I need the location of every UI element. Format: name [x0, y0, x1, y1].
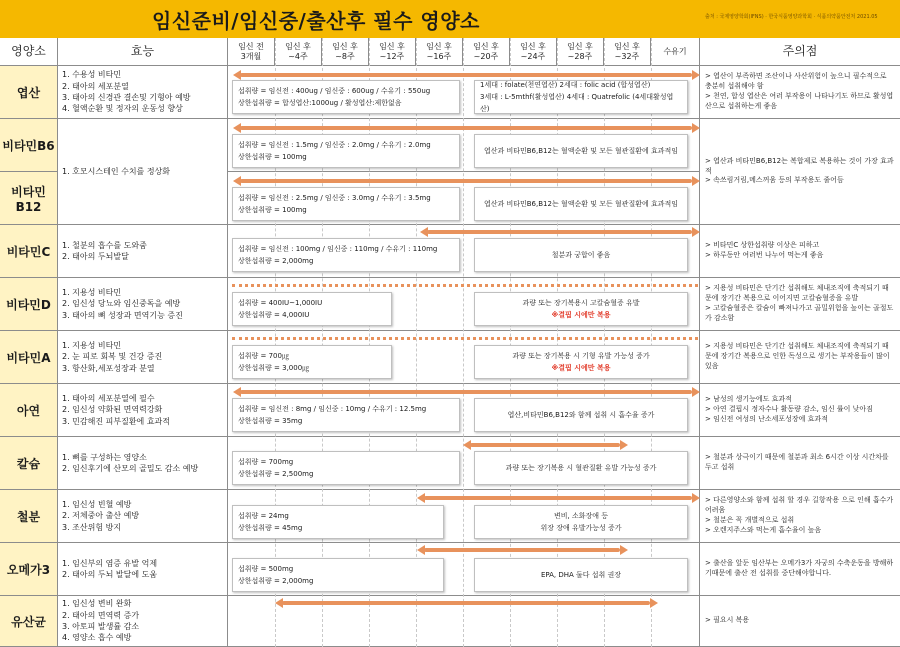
cautions-zinc [700, 384, 900, 437]
intake-period-arrow [240, 179, 692, 183]
cautions-probiotics [700, 596, 900, 647]
upper-limit-line: 상한섭취량 = 합성엽산:1000ug / 활성엽산:제한없음 [238, 99, 402, 107]
dose-line: 섭취량 = 700㎍ [238, 351, 289, 360]
effect-item: 1. 뼈를 구성하는 영양소 [62, 452, 147, 462]
upper-limit-line: 상한섭취량 = 35mg [238, 417, 303, 425]
arrow-head [417, 493, 425, 503]
arrow-head [620, 440, 628, 450]
arrow-head [692, 176, 700, 186]
effects-probiotics [58, 596, 228, 647]
header-period-16w: 임신 후 ~16주 [416, 38, 463, 66]
effect-item: 2. 눈 피로 회복 및 건강 증진 [62, 352, 163, 362]
effects-calcium [58, 437, 228, 490]
note-box-vitamin-c [474, 238, 688, 272]
effect-item: 3. 민감해진 피부질환에 효과적 [62, 416, 170, 426]
header-period-28w: 임신 후 ~28주 [557, 38, 604, 66]
upper-limit-line: 상한섭취량 = 100mg [238, 206, 307, 214]
note-box-vitamin-d [474, 292, 688, 326]
caution-item: > 아연 결핍시 정자수나 활동량 감소, 임신 률이 낮아짐 [705, 405, 873, 414]
dose-line: 섭취량 = 24mg [238, 511, 289, 520]
note-line: 엽산,비타민B6,B12와 함께 섭취 시 흡수율 증가 [507, 410, 655, 419]
dose-box-iron [232, 505, 444, 539]
dose-box-vitamin-b6 [232, 134, 460, 168]
dose-box-vitamin-d [232, 292, 392, 326]
effect-item: 1. 임신성 빈혈 예방 [62, 499, 132, 509]
effects-folate [58, 66, 228, 119]
header-period-32w: 임신 후 ~32주 [604, 38, 651, 66]
header-nutrient: 영양소 [0, 38, 58, 66]
caution-item: > 천연, 합성 엽산은 여러 부작용이 나타나기도 하므로 활성엽산으로 섭취하는게 좋음 [705, 92, 894, 110]
intake-period-dotted-line [232, 284, 698, 287]
caution-item: > 오렌지주스와 먹는게 흡수율이 높음 [705, 525, 822, 534]
arrow-head [417, 545, 425, 555]
cautions-vitamin-a [700, 331, 900, 384]
effect-item: 1. 태아의 세포분열에 필수 [62, 393, 155, 403]
caution-item: > 철분과 상극이기 때문에 철분과 최소 6시간 이상 시간차를 두고 섭취 [705, 453, 889, 471]
intake-period-arrow [240, 390, 692, 394]
note-line: 철분과 궁합이 좋음 [551, 250, 611, 259]
effect-item: 3. 조산위험 방지 [62, 522, 122, 532]
page-title: 임신준비/임신중/출산후 필수 영양소 [152, 9, 480, 33]
note-box-folate [474, 80, 688, 114]
note-box-vitamin-b12 [474, 187, 688, 221]
upper-limit-line: 상한섭취량 = 2,000mg [238, 257, 314, 265]
dose-box-vitamin-c [232, 238, 460, 272]
arrow-head [275, 598, 283, 608]
effect-item: 4. 영양소 흡수 예방 [62, 633, 132, 643]
note-line: 위장 장애 유발가능성 증가 [540, 524, 622, 532]
dose-line: 섭취량 = 임신전 : 2.5mg / 임신중 : 3.0mg / 수유기 : 3.5mg [238, 193, 431, 202]
note-line: 엽산과 비타민B6,B12는 혈액순환 및 모든 혈관질환에 효과적임 [483, 199, 679, 208]
caution-item: > 남성의 생기능에도 효과적 [705, 395, 792, 404]
intake-period-dotted-line [232, 337, 698, 340]
intake-period-arrow [240, 126, 692, 130]
upper-limit-line: 상한섭취량 = 4,000IU [238, 311, 310, 319]
arrow-head [420, 227, 428, 237]
note-line: EPA, DHA 둘다 섭취 권장 [540, 570, 622, 579]
arrow-head [620, 545, 628, 555]
header-period-4w: 임신 후 ~4주 [275, 38, 322, 66]
effects-vitamin-c [58, 225, 228, 278]
cautions-omega3 [700, 543, 900, 596]
effect-item: 3. 항산화,세포성장과 분열 [62, 363, 155, 373]
effect-item: 2. 임신성 약화된 면역력강화 [62, 405, 163, 415]
note-box-calcium [474, 451, 688, 485]
intake-period-arrow [427, 230, 692, 234]
note-box-vitamin-a [474, 345, 688, 379]
caution-item: > 지용성 비타민은 단기간 섭취해도 체내조직에 축적되기 때문에 장기간 복용으로 이어지면 고칼슘혈증을 유발 [705, 284, 889, 303]
dose-line: 섭취량 = 임신전 : 8mg / 임신중 : 10mg / 수유기 : 12.5mg [238, 404, 427, 413]
dose-line: 섭취량 = 400IU~1,000IU [238, 298, 323, 307]
nutrient-probiotics: 유산균 [0, 596, 58, 647]
caution-item: > 다른영양소와 함께 섭취 할 경우 길항작용 으로 인해 흡수가 어려움 [705, 496, 894, 515]
caution-item: > 지용성 비타민은 단기간 섭취해도 체내조직에 축적되기 때문에 장기간 복용으로 인한 독성으로 생기는 부작용들이 많이 있음 [705, 342, 890, 370]
effect-item: 1. 지용성 비타민 [62, 340, 122, 350]
effect-item: 3. 태아의 신경관 결손및 기형아 예방 [62, 93, 191, 102]
warning-text: ※결핍 시에만 복용 [551, 364, 611, 372]
nutrient-vitamin-a: 비타민A [0, 331, 58, 384]
effects-vitamin-a [58, 331, 228, 384]
upper-limit-line: 상한섭취량 = 2,500mg [238, 470, 314, 478]
nutrient-vitamin-d: 비타민D [0, 278, 58, 331]
caution-item: > 임신전 여성의 난소세포성장에 효과적 [705, 414, 828, 423]
effect-item: 1. 지용성 비타민 [62, 287, 122, 297]
cautions-vitamin-d [700, 278, 900, 331]
header-effect: 효능 [58, 38, 228, 66]
arrow-head [692, 123, 700, 133]
cautions-calcium [700, 437, 900, 490]
arrow-head [463, 440, 471, 450]
effect-item: 1. 임신부의 염증 유발 억제 [62, 558, 158, 568]
upper-limit-line: 상한섭취량 = 3,000㎍ [238, 364, 310, 372]
dose-box-folate [232, 80, 460, 114]
effect-item: 2. 태아의 면역력 증가 [62, 610, 140, 620]
nutrient-zinc: 아연 [0, 384, 58, 437]
effect-item: 3. 아토피 발생률 감소 [62, 622, 140, 631]
effect-item: 1. 호모시스테인 수치를 정상화 [62, 166, 170, 176]
caution-item: > 하루동안 여러번 나누어 먹는게 좋음 [705, 251, 824, 259]
dose-line: 섭취량 = 임신전 : 1.5mg / 임신중 : 2.0mg / 수유기 : 2.0mg [238, 140, 431, 149]
upper-limit-line: 상한섭취량 = 100mg [238, 153, 307, 161]
header-period-24w: 임신 후 ~24주 [510, 38, 557, 66]
nutrient-iron: 철분 [0, 490, 58, 543]
nutrient-calcium: 칼슘 [0, 437, 58, 490]
cautions-vitamin-c [700, 225, 900, 278]
dose-box-vitamin-b12 [232, 187, 460, 221]
caution-item: > 철분은 꼭 개별적으로 섭취 [705, 516, 795, 524]
note-line: 과량 또는 장기복용시 고칼슘혈증 유발 [522, 298, 640, 307]
effect-item: 2. 태아의 세포분열 [62, 81, 129, 91]
note-line: 3세대 : L-5mthf(활성엽산) 4세대 : Quatrefolic (4세대활성엽산) [480, 92, 674, 114]
header-period-20w: 임신 후 ~20주 [463, 38, 510, 66]
dose-box-calcium [232, 451, 460, 485]
effects-omega3 [58, 543, 228, 596]
note-box-omega3 [474, 558, 688, 592]
upper-limit-line: 상한섭취량 = 45mg [238, 524, 303, 532]
note-line: 과량 또는 장기복용 시 기형 유발 가능성 증가 [512, 351, 650, 360]
nutrient-omega3: 오메가3 [0, 543, 58, 596]
note-line: 1세대 : folate(천연엽산) 2세대 : folic acid (합성엽산) [480, 80, 651, 89]
dose-line: 섭취량 = 700mg [238, 457, 294, 466]
effect-item: 2. 태아의 두뇌 발달에 도움 [62, 570, 158, 579]
arrow-head [233, 70, 241, 80]
arrow-head [692, 227, 700, 237]
note-line: 변비, 소화장애 등 [553, 511, 608, 520]
upper-limit-line: 상한섭취량 = 2,000mg [238, 577, 314, 585]
caution-item: > 고칼슘혈증은 칼슘이 빠져나가고 골밀위험을 높이는 골절도가 감소함 [705, 304, 894, 322]
effect-item: 2. 임신후기에 산모의 골밀도 감소 예방 [62, 464, 199, 473]
intake-period-arrow [424, 496, 692, 500]
intake-period-arrow [424, 548, 620, 552]
intake-period-arrow [470, 443, 620, 447]
cautions-folate [700, 66, 900, 119]
effect-item: 2. 저체중아 출산 예방 [62, 511, 140, 521]
note-box-iron [474, 505, 688, 539]
note-box-vitamin-b6 [474, 134, 688, 168]
dose-box-zinc [232, 398, 460, 432]
caution-item: > 비타민C 상한섭취량 이상은 피하고 [705, 241, 820, 250]
warning-text: ※결핍 시에만 복용 [551, 311, 611, 319]
caution-item: > 엽산이 부족하면 조산이나 사산위험이 높으니 필수적으로 충분히 섭취해야 함 [705, 72, 887, 91]
nutrient-folate: 엽산 [0, 66, 58, 119]
effect-item: 4. 혈액순환 및 정자의 운동성 향상 [62, 104, 183, 114]
effect-item: 1. 철분의 흡수를 도와줌 [62, 240, 147, 250]
dose-line: 섭취량 = 임신전 : 400ug / 임신중 : 600ug / 수유기 : 550ug [238, 86, 431, 95]
arrow-head [650, 598, 658, 608]
cautions-iron [700, 490, 900, 543]
dose-box-omega3 [232, 558, 444, 592]
arrow-head [233, 176, 241, 186]
intake-period-arrow [240, 73, 692, 77]
note-line: 과량 또는 장기복용 시 혈관질환 유발 가능성 증가 [505, 463, 657, 472]
header-caution: 주의점 [700, 38, 900, 66]
title-bar [0, 0, 900, 38]
arrow-head [692, 493, 700, 503]
header-period-8w: 임신 후 ~8주 [322, 38, 369, 66]
caution-item: > 엽산과 비타민B6,B12는 복합제로 복용하는 것이 가장 효과적 [705, 156, 894, 175]
effects-vitamin-b [58, 119, 228, 225]
effects-zinc [58, 384, 228, 437]
caution-item: > 필요시 복용 [705, 616, 750, 625]
effects-iron [58, 490, 228, 543]
effect-item: 2. 임신성 당뇨와 임신중독을 예방 [62, 299, 181, 309]
arrow-head [692, 70, 700, 80]
dose-line: 섭취량 = 500mg [238, 564, 294, 573]
dose-line: 섭취량 = 임신전 : 100mg / 임신중 : 110mg / 수유기 : 110mg [238, 244, 438, 253]
effects-vitamin-d [58, 278, 228, 331]
nutrient-vitamin-b12: 비타민B12 [0, 172, 58, 225]
arrow-head [233, 123, 241, 133]
nutrient-vitamin-b6: 비타민B6 [0, 119, 58, 172]
header-period-pre: 임신 전 3개월 [228, 38, 275, 66]
effect-item: 1. 수용성 비타민 [62, 70, 122, 80]
note-box-zinc [474, 398, 688, 432]
arrow-head [692, 387, 700, 397]
arrow-head [233, 387, 241, 397]
nutrient-vitamin-c: 비타민C [0, 225, 58, 278]
header-period-12w: 임신 후 ~12주 [369, 38, 416, 66]
caution-item: > 출산을 앞둔 임산부는 오메가3가 자궁의 수축운동을 방해하기때문에 출산 전 섭취를 중단해야합니다. [705, 559, 894, 577]
source-note: 출처 : 국제영양학회(IFNS) · 한국식품영양과학회 · 식품의약품안전처 2021.05 [705, 14, 878, 20]
dose-box-vitamin-a [232, 345, 392, 379]
header-period-lactation: 수유기 [651, 38, 700, 66]
effect-item: 2. 태아의 두뇌발달 [62, 252, 129, 261]
cautions-vitamin-b [700, 119, 900, 225]
effect-item: 1. 임신성 변비 완화 [62, 599, 132, 609]
caution-item: > 속쓰림거림,메스꺼움 등의 부작용도 줄어듬 [705, 176, 844, 185]
effect-item: 3. 태아의 뼈 성장과 면역기능 증진 [62, 310, 183, 320]
intake-period-arrow [282, 601, 650, 605]
note-line: 엽산과 비타민B6,B12는 혈액순환 및 모든 혈관질환에 효과적임 [483, 146, 679, 155]
